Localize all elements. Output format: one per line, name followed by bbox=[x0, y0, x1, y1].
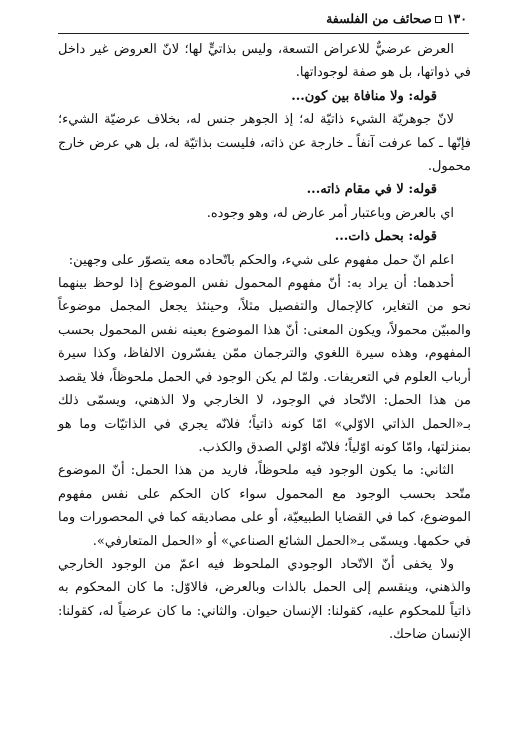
body-text bbox=[58, 38, 471, 647]
paragraph: لانّ جوهريّة الشيء ذاتيّة له؛ إذ الجوهر جنس له، بخلاف عرضيّة الشيء؛ فإنّها ـ كما عرفت آنفاً ـ خارجة عن ذاته، فليست بذاتيّة له، بل هي عرض خارج محمول. bbox=[58, 112, 471, 175]
paragraph: ولا يخفى أنّ الاتّحاد الوجودي الملحوظ فيه اعمّ من الوجود الخارجي والذهني، وينقسم إلى الحمل بالذات وبالعرض، فالاوّل: ما كان المحكوم به ذاتياً للمحكوم عليه، كقولنا: الإنسان حيوان. والثاني: ما كان عرضياً له، كقولنا: الإنسان ضاحك. bbox=[58, 556, 471, 643]
running-title: صحائف من الفلسفة bbox=[326, 11, 432, 26]
square-bullet-icon bbox=[435, 16, 442, 23]
paragraph: اي بالعرض وباعتبار أمر عارض له، وهو وجوده. bbox=[206, 205, 454, 221]
paragraph: اعلم انّ حمل مفهوم على شيء، والحكم باتّحاده معه يتصوّر على وجهين: bbox=[68, 252, 454, 268]
header-rule bbox=[58, 33, 469, 34]
commentary-heading: قوله: لا في مقام ذاته... bbox=[306, 182, 437, 198]
paragraph: أحدهما: أن يراد به: أنّ مفهوم المحمول نفس الموضوع إذا لوحظ بينهما نحو من التغاير، كالإجمال والتفصيل مثلاً، وحينئذ يجعل المجمل موضوعاً والمبيّن محمولاً، ويكون المعنى: أنّ هذا الموضوع بعينه نفس المحمول بحسب المفهوم، وهذه سيرة اللغوي والترجمان ممّن يفسّرون الالفاظ، وكذا سيرة أرباب العلوم في التعريفات. ولمّا لم يكن الوجود في الحمل ملحوظاً، فلا يقصد من هذا الحمل: الاتّحاد في الوجود، لا الخارجي ولا الذهني، ويسمّى ذلك بـ«الحمل الذاتي الاوّلي» امّا كونه ذاتياً؛ فلانّه يجري في الذاتيّات وما هو بمنزلتها، وامّا كونه اوّلياً؛ فلانّه اوّلي الصدق والكذب. bbox=[58, 276, 471, 455]
paragraph: العرض عرضيٌّ للاعراض التسعة، وليس بذاتيٍّ لها؛ لانّ العروض غير داخل في ذواتها، بل هو صفة لوجوداتها. bbox=[58, 42, 471, 81]
running-head bbox=[326, 10, 467, 28]
commentary-heading: قوله: بحمل ذات... bbox=[334, 229, 437, 245]
page-number: ١٣٠ bbox=[446, 11, 467, 26]
commentary-heading: قوله: ولا منافاة بين كون... bbox=[291, 88, 437, 104]
paragraph: الثاني: ما يكون الوجود فيه ملحوظاً، فاريد من هذا الحمل: أنّ الموضوع متّحد بحسب الوجود مع المحمول سواء كان الحكم على نفس مفهوم الموضوع، كما في القضايا الطبيعيّة، أو على مصاديقه كما في المحصورات وما في حكمها. ويسمّى بـ«الحمل الشائع الصناعي» أو «الحمل المتعارفي». bbox=[58, 463, 471, 549]
